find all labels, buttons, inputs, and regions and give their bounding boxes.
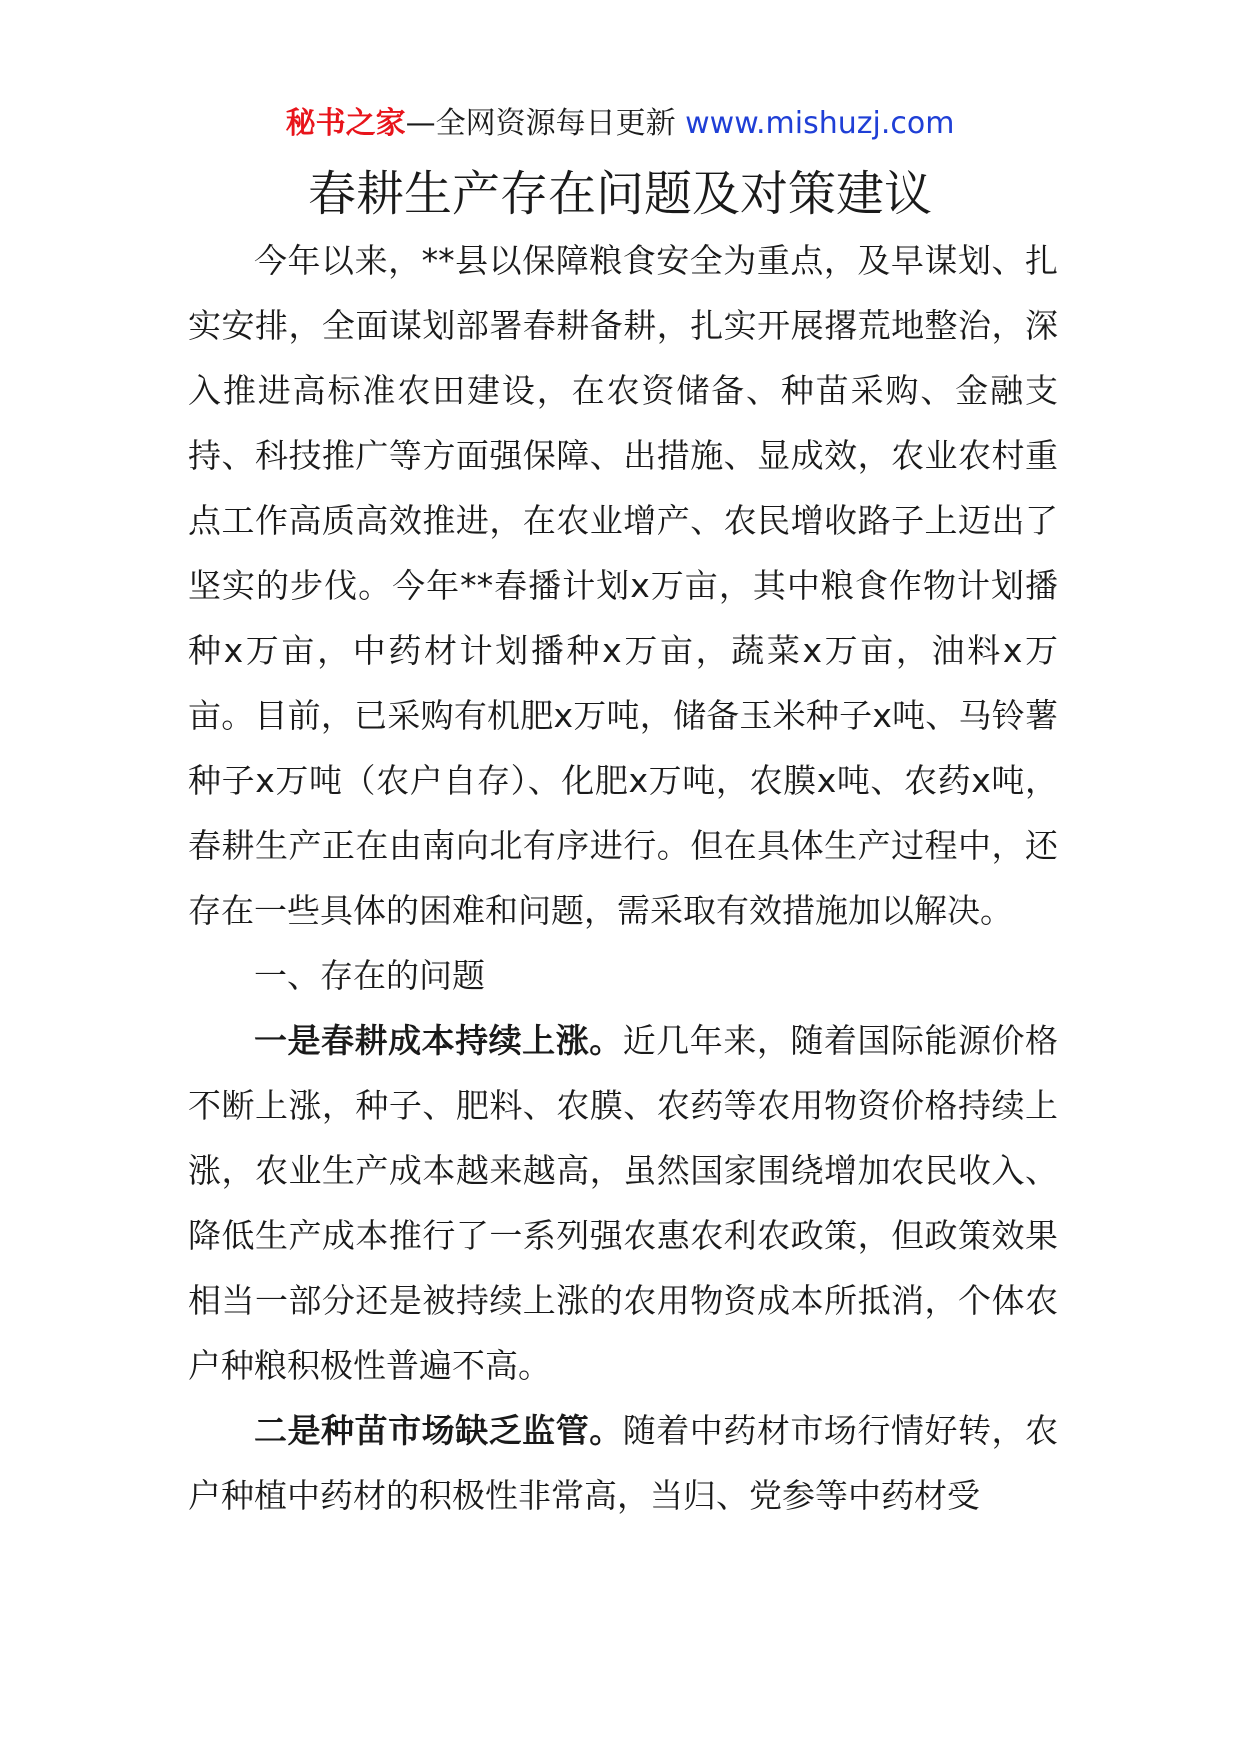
site-header [0, 102, 1240, 146]
brand-name: 秘书之家 [285, 106, 406, 141]
header-separator: — [405, 106, 436, 141]
document-body [188, 228, 1058, 1528]
point-body: 近几年来，随着国际能源价格不断上涨，种子、肥料、农膜、农药等农用物资价格持续上涨，农业生产成本越来越高，虽然国家围绕增加农民收入、降低生产成本推行了一系列强农惠农利农政策，但政策效果相当一部分还是被持续上涨的农用物资成本所抵消，个体农户种粮积极性普遍不高。 [188, 1021, 1059, 1385]
problem-point-2 [188, 1398, 1058, 1528]
section-heading: 一、存在的问题 [254, 956, 485, 995]
point-lead: 一是春耕成本持续上涨。 [254, 1021, 623, 1060]
point-lead: 二是种苗市场缺乏监管。 [254, 1411, 623, 1450]
header-tagline: 全网资源每日更新 [435, 106, 686, 141]
site-url-link[interactable]: www.mishuzj.com [685, 106, 955, 141]
intro-paragraph: 今年以来，**县以保障粮食安全为重点，及早谋划、扎实安排，全面谋划部署春耕备耕，扎实开展撂荒地整治，深入推进高标准农田建设，在农资储备、种苗采购、金融支持、科技推广等方面强保障、出措施、显成效，农业农村重点工作高质高效推进，在农业增产、农民增收路子上迈出了坚实的步伐。今年**春播计划x万亩，其中粮食作物计划播种x万亩，中药材计划播种x万亩，蔬菜x万亩，油料x万亩。目前，已采购有机肥x万吨，储备玉米种子x吨、马铃薯种子x万吨（农户自存）、化肥x万吨，农膜x吨、农药x吨，春耕生产正在由南向北有序进行。但在具体生产过程中，还存在一些具体的困难和问题，需采取有效措施加以解决。 [188, 241, 1058, 930]
document-title: 春耕生产存在问题及对策建议 [307, 166, 932, 222]
problem-point-1 [188, 1008, 1058, 1398]
point-body: 随着中药材市场行情好转，农户种植中药材的积极性非常高，当归、党参等中药材受 [188, 1411, 1059, 1515]
